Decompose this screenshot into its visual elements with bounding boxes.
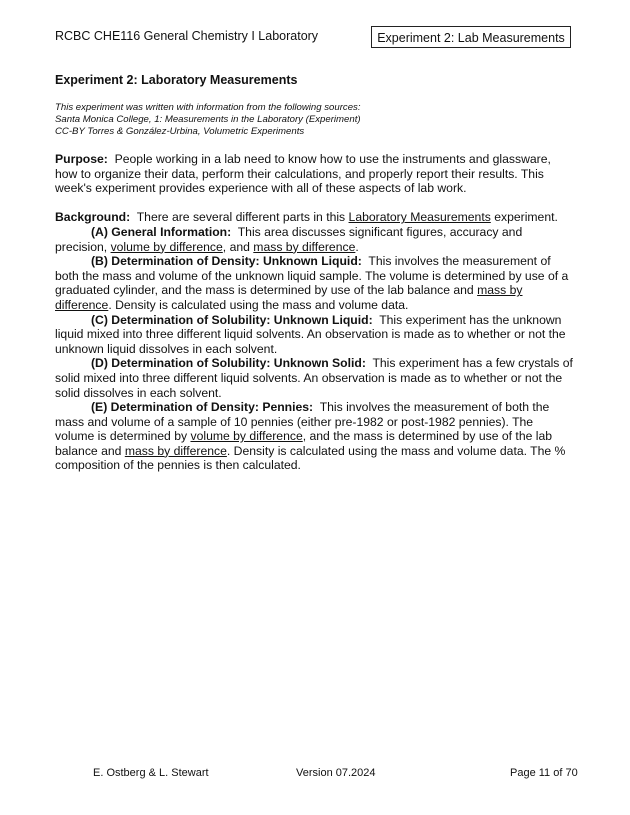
section-d-text: This experiment has a few crystals of solid mixed into three different liquid solvents. An observation is made as to whether or not the solid dissolves in each solvent. — [55, 356, 573, 400]
footer-version: Version 07.2024 — [296, 767, 376, 779]
background-intro-post: experiment. — [494, 210, 558, 225]
header-course-title: RCBC CHE116 General Chemistry I Laboratory — [55, 29, 319, 43]
section-c-text: This experiment has the unknown liquid mixed into three different liquid solvents. An observation is made as to whether or not the unknown liquid dissolves in each solvent. — [55, 312, 566, 356]
section-e-underline-1: volume by difference — [190, 429, 303, 444]
background-intro-pre: There are several different parts in this — [136, 210, 346, 225]
section-b-text-2: . Density is calculated using the mass and volume data. — [108, 297, 409, 312]
footer-page-number: Page 11 of 70 — [510, 767, 578, 779]
section-a-underline-2: mass by difference — [253, 239, 356, 254]
source-item: CC-BY Torres & González-Urbina, Volumetric Experiments — [55, 126, 305, 137]
body-text — [55, 152, 575, 473]
section-e-text-3: . Density is calculated using the mass and volume data. The % composition of the pennies is then calculated. — [55, 443, 566, 473]
source-item: Santa Monica College, 1: Measurements in the Laboratory (Experiment) — [55, 114, 361, 125]
sources-intro: This experiment was written with information from the following sources: — [55, 102, 361, 113]
section-d — [55, 356, 575, 400]
section-b — [55, 254, 575, 312]
section-e-text-2: , and the mass is determined by use of the lab balance and — [55, 429, 553, 458]
section-e — [55, 400, 575, 473]
purpose-label: Purpose: — [55, 152, 108, 166]
section-e-text: This involves the measurement of both the mass and volume of a sample of 10 pennies (either pre-1982 or post-1982 pennies). The volume is determined by — [55, 400, 550, 444]
background-paragraph — [55, 210, 575, 225]
header-experiment-box: Experiment 2: Lab Measurements — [371, 26, 571, 48]
section-a-text-2: , and — [222, 239, 250, 254]
section-b-text: This involves the measurement of both the mass and volume of the unknown liquid sample. The volume is determined by use of a graduated cylinder, and the mass is determined by use of the lab balance and — [55, 254, 569, 298]
footer-authors: E. Ostberg & L. Stewart — [93, 767, 209, 779]
section-b-underline: mass by difference — [55, 283, 523, 312]
section-a — [55, 225, 575, 254]
section-c-label: (C) Determination of Solubility: Unknown Liquid: — [91, 312, 373, 327]
section-d-label: (D) Determination of Solubility: Unknown Solid: — [91, 356, 366, 371]
purpose-paragraph — [55, 152, 575, 196]
section-e-underline-2: mass by difference — [124, 443, 227, 458]
sources-block — [55, 102, 361, 138]
background-intro-link: Laboratory Measurements — [348, 210, 491, 225]
purpose-text: People working in a lab need to know how to use the instruments and glassware, how to organize their data, perform their calculations, and properly report their results. This week's experiment provides experience with all of these aspects of lab work. — [55, 152, 551, 196]
page-title: Experiment 2: Laboratory Measurements — [55, 73, 298, 87]
section-a-text-3: . — [355, 239, 359, 254]
section-a-text: This area discusses significant figures, accuracy and precision, — [55, 224, 523, 254]
section-b-label: (B) Determination of Density: Unknown Liquid: — [91, 254, 362, 269]
section-a-underline-1: volume by difference — [110, 239, 223, 254]
section-e-label: (E) Determination of Density: Pennies: — [91, 400, 314, 415]
section-c — [55, 313, 575, 357]
section-a-label: (A) General Information: — [91, 224, 232, 239]
background-label: Background: — [55, 210, 131, 225]
